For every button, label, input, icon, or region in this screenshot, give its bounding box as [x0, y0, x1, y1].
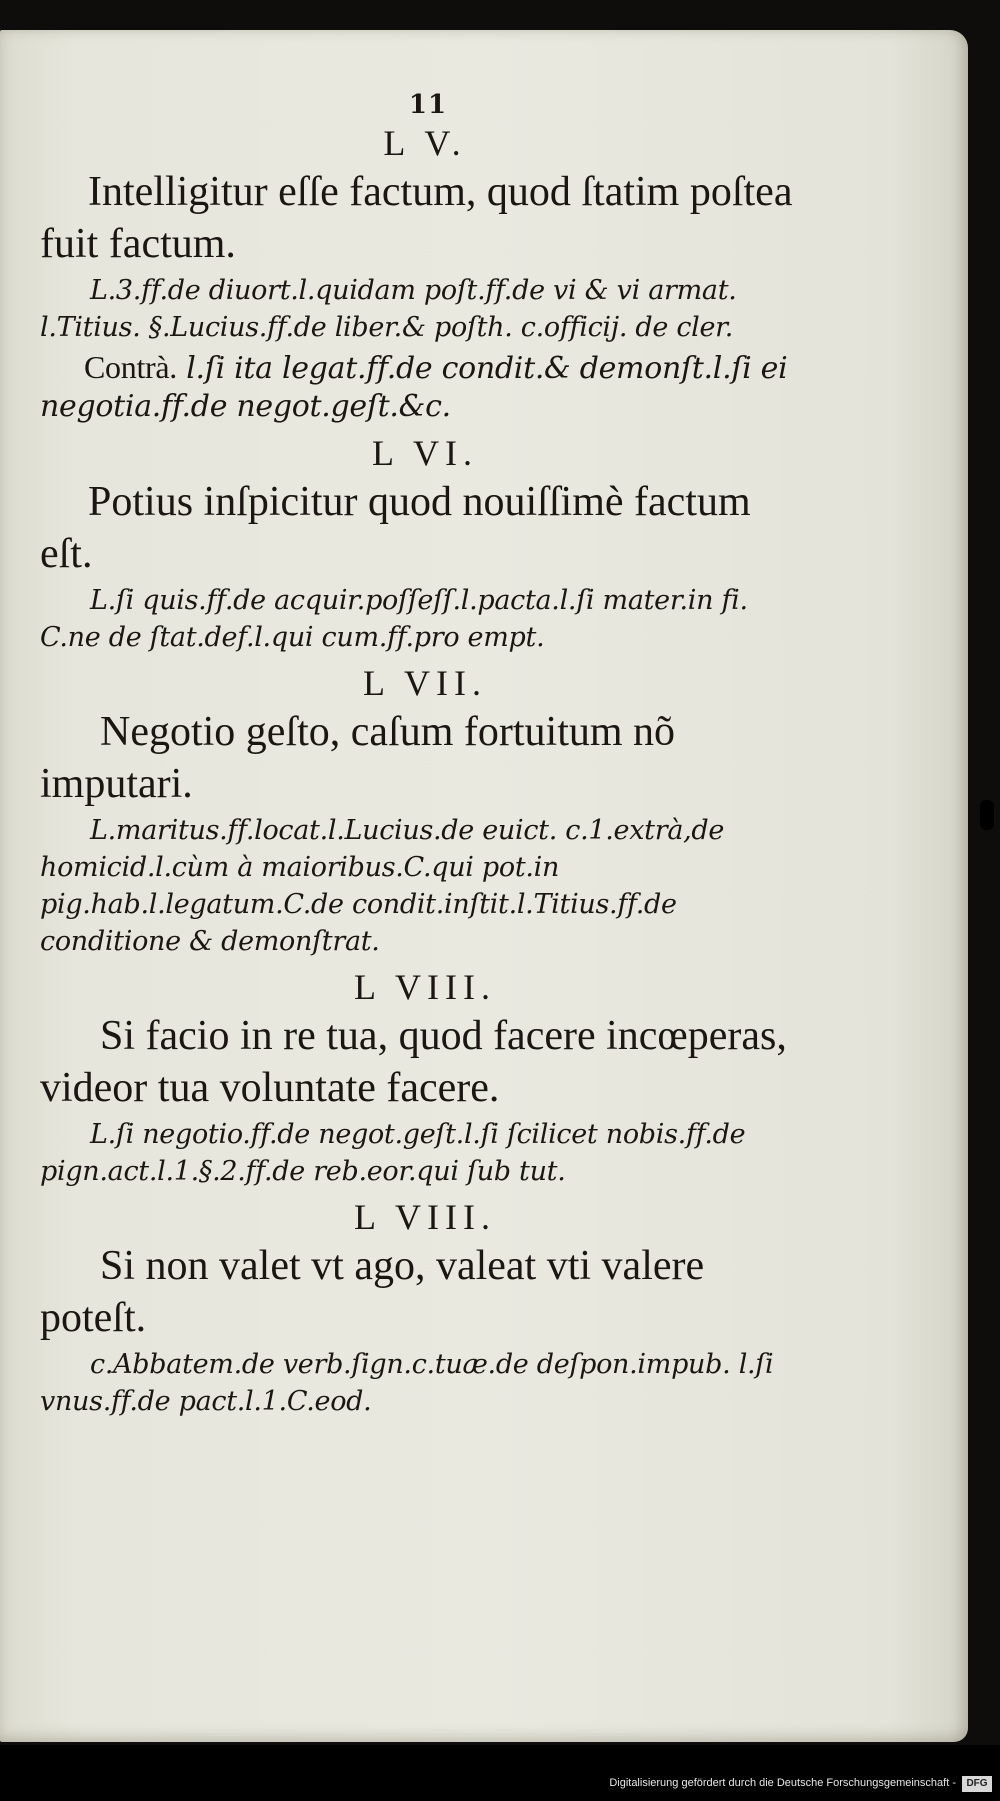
- rule-text: Potius inſpicitur quod nouiſſimè factum eſt.: [40, 479, 751, 577]
- rule-text: Negotio geſto, caſum fortuitum nõ imputari.: [40, 709, 676, 807]
- rule-59: [40, 1196, 810, 1420]
- rule-citations: L.ſi negotio.ff.de negot.geſt.l.ſi ſcilicet nobis.ff.de pign.act.l.1.§.2.ff.de reb.eor.qui ſub tut.: [40, 1119, 746, 1187]
- page-number: 11: [408, 90, 448, 120]
- rule-55: [40, 122, 810, 426]
- rule-numeral: L VI.: [372, 433, 478, 473]
- book-page: [0, 30, 968, 1742]
- digitization-footer: [0, 1745, 1000, 1801]
- rule-contra: [40, 348, 810, 426]
- rule-57: [40, 662, 810, 960]
- contra-citations: l.ſi ita legat.ff.de condit.& demonſt.l.ſi ei negotia.ff.de negot.geſt.&c.: [40, 351, 788, 424]
- rule-text: Intelligitur eſſe factum, quod ſtatim poſtea fuit factum.: [40, 169, 793, 267]
- dfg-logo-icon: DFG: [962, 1776, 992, 1792]
- page-text-block: [40, 90, 810, 1420]
- funding-credit: Digitalisierung gefördert durch die Deutsche Forschungsgemeinschaft -: [609, 1777, 956, 1789]
- rule-citations: L.maritus.ff.locat.l.Lucius.de euict. c.1.extrà,de homicid.l.cùm à maioribus.C.qui pot.in pig.hab.l.legatum.C.de condit.inſtit.l.Titius.ff.de conditione & demonſtrat.: [40, 815, 725, 957]
- rule-citations: L.ſi quis.ff.de acquir.poſſeſſ.l.pacta.l.ſi mater.in fi. C.ne de ſtat.def.l.qui cum.ff.pro empt.: [40, 585, 748, 653]
- rule-numeral: L VII.: [363, 663, 487, 703]
- rule-numeral: L V.: [383, 123, 467, 163]
- binding-shadow: [980, 800, 994, 830]
- rule-text: Si facio in re tua, quod facere incœperas, videor tua voluntate facere.: [40, 1013, 787, 1111]
- contra-label: Contrà.: [84, 349, 177, 385]
- rule-citations: L.3.ff.de diuort.l.quidam poſt.ff.de vi & vi armat. l.Titius. §.Lucius.ff.de liber.& poſth. c.officij. de cler.: [40, 275, 737, 343]
- rule-citations: c.Abbatem.de verb.ſign.c.tuæ.de deſpon.impub. l.ſi vnus.ff.de pact.l.1.C.eod.: [40, 1349, 774, 1417]
- rule-58: [40, 966, 810, 1190]
- rule-text: Si non valet vt ago, valeat vti valere poteſt.: [40, 1243, 705, 1341]
- rule-56: [40, 432, 810, 656]
- rule-numeral: L VIII.: [354, 1197, 496, 1237]
- rule-numeral: L VIII.: [354, 967, 496, 1007]
